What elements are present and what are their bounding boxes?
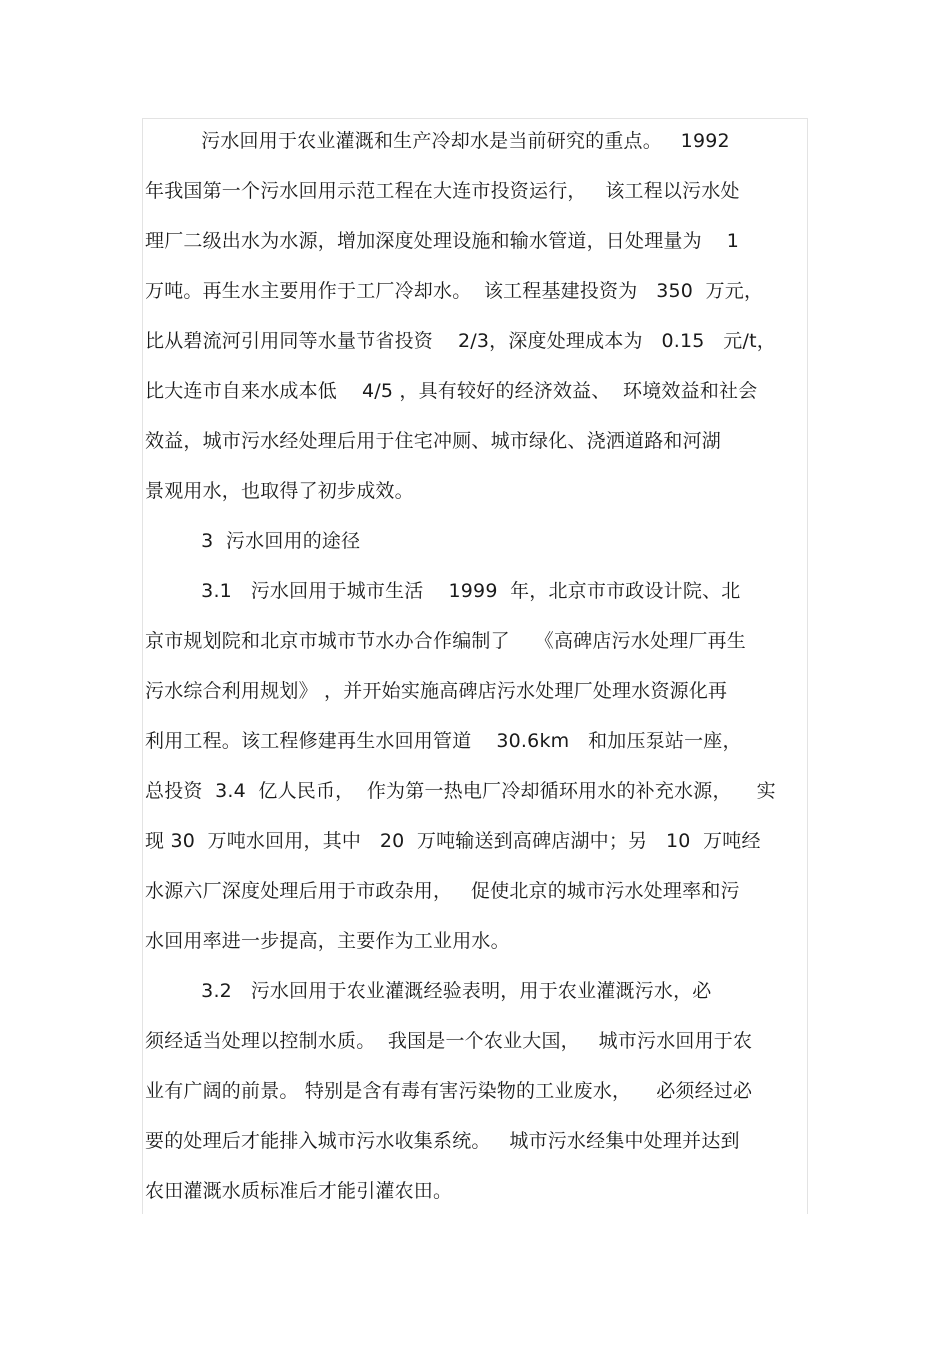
text-line: 理厂二级出水为水源，增加深度处理设施和输水管道，日处理量为 1 bbox=[145, 230, 740, 252]
text-line: 水源六厂深度处理后用于市政杂用， 促使北京的城市污水处理率和污 bbox=[145, 880, 740, 902]
text-line: 污水综合利用规划》 ，并开始实施高碑店污水处理厂处理水资源化再 bbox=[145, 680, 728, 702]
text-line: 效益，城市污水经处理后用于住宅冲厕、城市绿化、浇洒道路和河湖 bbox=[145, 430, 722, 452]
text-line: 总投资 3.4 亿人民币， 作为第一热电厂冷却循环用水的补充水源， 实 bbox=[145, 780, 776, 802]
text-line: 京市规划院和北京市城市节水办合作编制了 《高碑店污水处理厂再生 bbox=[145, 630, 746, 652]
text-line: 3.2 污水回用于农业灌溉经验表明，用于农业灌溉污水，必 bbox=[145, 980, 712, 1002]
text-line: 比从碧流河引用同等水量节省投资 2/3，深度处理成本为 0.15 元/t， bbox=[145, 330, 776, 352]
text-line: 比大连市自来水成本低 4/5 ，具有较好的经济效益、 环境效益和社会 bbox=[145, 380, 758, 402]
text-line: 水回用率进一步提高，主要作为工业用水。 bbox=[145, 930, 510, 952]
text-line: 业有广阔的前景。 特别是含有毒有害污染物的工业废水， 必须经过必 bbox=[145, 1080, 753, 1102]
text-line: 农田灌溉水质标准后才能引灌农田。 bbox=[145, 1180, 453, 1202]
text-line: 年我国第一个污水回用示范工程在大连市投资运行， 该工程以污水处 bbox=[145, 180, 740, 202]
text-line: 要的处理后才能排入城市污水收集系统。 城市污水经集中处理并达到 bbox=[145, 1130, 740, 1152]
text-line: 万吨。再生水主要用作于工厂冷却水。 该工程基建投资为 350 万元， bbox=[145, 280, 764, 302]
text-line: 3.1 污水回用于城市生活 1999 年，北京市市政设计院、北 bbox=[145, 580, 741, 602]
text-line: 污水回用于农业灌溉和生产冷却水是当前研究的重点。 1992 bbox=[145, 130, 730, 152]
section-heading: 3 污水回用的途径 bbox=[145, 530, 361, 552]
text-line: 须经适当处理以控制水质。 我国是一个农业大国， 城市污水回用于农 bbox=[145, 1030, 753, 1052]
text-line: 景观用水，也取得了初步成效。 bbox=[145, 480, 414, 502]
text-line: 现 30 万吨水回用，其中 20 万吨输送到高碑店湖中；另 10 万吨经 bbox=[145, 830, 761, 852]
text-line: 利用工程。该工程修建再生水回用管道 30.6km 和加压泵站一座， bbox=[145, 730, 742, 752]
